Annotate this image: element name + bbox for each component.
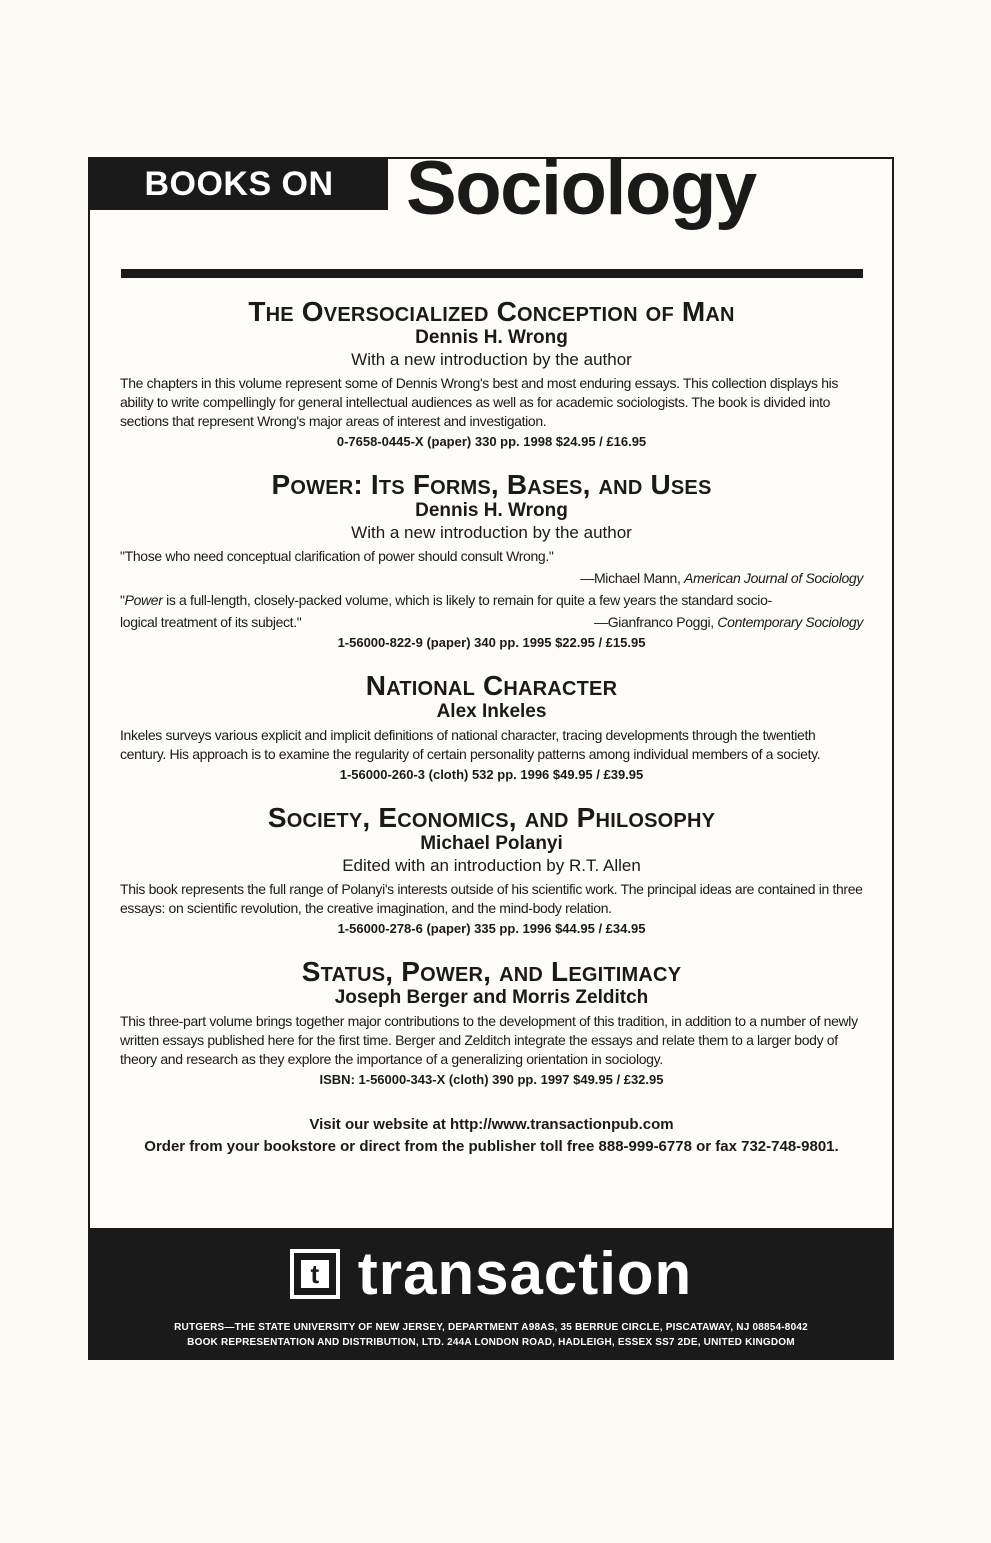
book-entry	[120, 470, 863, 653]
book-description: This book represents the full range of Polanyi's interests outside of his scientific work. The principal ideas are contained in three essays: on scientific revolution, the creative imagination, and the mind-body relation.	[120, 881, 863, 916]
quote-text: logical treatment of its subject."	[120, 614, 302, 630]
book-quote: "Those who need conceptual clarification of power should consult Wrong."	[120, 548, 554, 564]
book-author: Dennis H. Wrong	[415, 500, 568, 521]
book-author: Alex Inkeles	[436, 701, 547, 722]
publisher-name: transaction	[357, 1240, 693, 1307]
books-on-label: BOOKS ON	[90, 159, 388, 210]
book-ordering-info: ISBN: 1-56000-343-X (cloth) 390 pp. 1997 $49.95 / £32.95	[319, 1072, 664, 1087]
book-ordering-info: 1-56000-278-6 (paper) 335 pp. 1996 $44.95 / £34.95	[337, 921, 646, 936]
book-list	[90, 271, 892, 1158]
book-subtitle: With a new introduction by the author	[351, 523, 632, 542]
book-title: National Character	[365, 670, 618, 701]
address-line: RUTGERS—THE STATE UNIVERSITY OF NEW JERSEY, DEPARTMENT A98AS, 35 BERRUE CIRCLE, PISCATAWAY, NJ 08854-8042	[174, 1322, 808, 1333]
book-author: Joseph Berger and Morris Zelditch	[334, 987, 649, 1008]
order-info	[120, 1114, 863, 1158]
quote-author: —Michael Mann,	[580, 570, 681, 586]
book-title: Status, Power, and Legitimacy	[301, 956, 682, 987]
quote-title: Power	[124, 592, 163, 608]
quote-open-mark: "	[120, 592, 125, 608]
publisher-address	[90, 1320, 892, 1350]
book-ordering-info: 1-56000-822-9 (paper) 340 pp. 1995 $22.95 / £15.95	[337, 635, 646, 650]
book-quote	[120, 591, 863, 610]
book-ordering-info: 1-56000-260-3 (cloth) 532 pp. 1996 $49.95 / £39.95	[339, 767, 644, 782]
transaction-logo-icon	[290, 1249, 340, 1299]
book-description: Inkeles surveys various explicit and implicit definitions of national character, tracing developments through the twentieth century. His approach is to examine the regularity of certain personality patterns among individual members of a society.	[120, 727, 821, 762]
address-line: BOOK REPRESENTATION AND DISTRIBUTION, LTD. 244A LONDON ROAD, HADLEIGH, ESSEX SS7 2DE, UNITED KINGDOM	[187, 1337, 795, 1348]
book-ordering-info: 0-7658-0445-X (paper) 330 pp. 1998 $24.95 / £16.95	[336, 434, 647, 449]
quote-text: is a full-length, closely-packed volume, which is likely to remain for quite a few years the standard socio-	[162, 592, 772, 608]
advertisement	[88, 146, 894, 1360]
quote-author: —Gianfranco Poggi,	[594, 614, 714, 630]
publisher-brand	[90, 1242, 892, 1306]
book-subtitle: With a new introduction by the author	[351, 350, 632, 369]
website-line: Visit our website at http://www.transactionpub.com	[309, 1116, 674, 1133]
book-entry	[120, 297, 863, 452]
logo-letter: t	[301, 1260, 329, 1288]
book-entry	[120, 957, 863, 1090]
header-rule	[121, 269, 863, 278]
book-title: Society, Economics, and Philosophy	[267, 802, 716, 833]
subject-title: Sociology	[406, 146, 756, 231]
book-description: The chapters in this volume represent some of Dennis Wrong's best and most enduring essays. This collection displays his ability to write compellingly for general intellectual audiences as well as for academic sociologists. The book is divided into sections that represent Wrong's major areas of interest and investigation.	[120, 375, 839, 429]
book-description: This three-part volume brings together major contributions to the development of this tradition, in addition to a number of newly written essays published here for the first time. Berger and Zelditch integrate the essays and relate them to a larger body of theory and research as they explore the importance of a generalizing orientation in sociology.	[120, 1013, 858, 1067]
quote-source: American Journal of Sociology	[684, 570, 863, 586]
book-author: Dennis H. Wrong	[415, 327, 568, 348]
ad-header	[90, 146, 892, 271]
quote-attribution	[120, 569, 863, 588]
order-line: Order from your bookstore or direct from the publisher toll free 888-999-6778 or fax 732-748-9801.	[144, 1138, 839, 1155]
book-entry	[120, 671, 863, 785]
book-subtitle: Edited with an introduction by R.T. Allen	[342, 856, 641, 875]
book-title: Power: Its Forms, Bases, and Uses	[271, 469, 712, 500]
quote-attribution	[594, 613, 863, 632]
quote-end-line	[120, 613, 863, 632]
quote-source: Contemporary Sociology	[717, 614, 863, 630]
book-entry	[120, 803, 863, 939]
book-author: Michael Polanyi	[420, 833, 563, 854]
book-title: The Oversocialized Conception of Man	[248, 296, 735, 327]
publisher-footer	[90, 1228, 892, 1358]
